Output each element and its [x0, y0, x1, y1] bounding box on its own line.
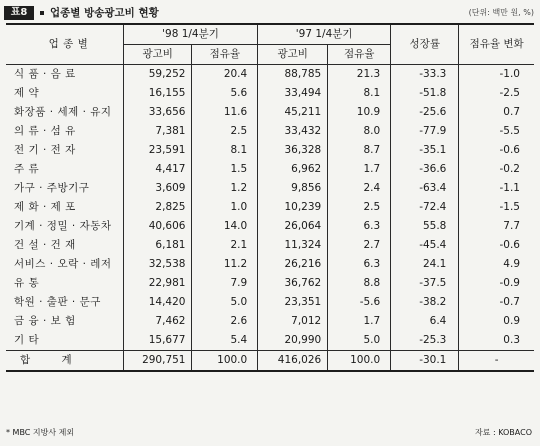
- share-change-cell: 0.7: [459, 103, 534, 122]
- ad-97-cell: 9,856: [258, 179, 328, 198]
- share-change-cell: -0.6: [459, 236, 534, 255]
- share-98-cell: 5.4: [192, 331, 258, 351]
- industry-cell: 제 약: [14, 87, 40, 99]
- ad-98-cell: 14,420: [123, 293, 192, 312]
- share-98-cell: 14.0: [192, 217, 258, 236]
- ad-97-cell: 26,216: [258, 255, 328, 274]
- share-97-cell: 21.3: [328, 65, 391, 85]
- growth-cell: 24.1: [391, 255, 459, 274]
- table-row: [6, 236, 534, 255]
- sub-ad-98: 광고비: [123, 45, 192, 65]
- total-share-change-cell: -: [459, 351, 534, 372]
- table-row: [6, 331, 534, 351]
- industry-cell: 제 화 · 제 포: [14, 201, 76, 213]
- table-row: [6, 141, 534, 160]
- ad-98-cell: 2,825: [123, 198, 192, 217]
- ad-98-cell: 16,155: [123, 84, 192, 103]
- industry-cell: 서비스 · 오락 · 레저: [14, 258, 112, 270]
- share-98-cell: 1.0: [192, 198, 258, 217]
- industry-cell: 건 설 · 건 재: [14, 239, 76, 251]
- sub-share-97: 점유율: [328, 45, 391, 65]
- table-body: [6, 65, 534, 372]
- share-change-cell: -0.2: [459, 160, 534, 179]
- ad-97-cell: 88,785: [258, 65, 328, 85]
- table-row: [6, 179, 534, 198]
- industry-cell: 의 류 · 섬 유: [14, 125, 76, 137]
- ad-97-cell: 20,990: [258, 331, 328, 351]
- growth-cell: 6.4: [391, 312, 459, 331]
- table-row: [6, 160, 534, 179]
- table-row: [6, 255, 534, 274]
- ad-98-cell: 59,252: [123, 65, 192, 85]
- share-98-cell: 2.5: [192, 122, 258, 141]
- ad-98-cell: 7,381: [123, 122, 192, 141]
- ad-97-cell: 33,432: [258, 122, 328, 141]
- share-change-cell: -0.7: [459, 293, 534, 312]
- table-row: [6, 293, 534, 312]
- share-change-cell: -1.1: [459, 179, 534, 198]
- growth-cell: -25.3: [391, 331, 459, 351]
- table-row: [6, 217, 534, 236]
- sub-share-98: 점유율: [192, 45, 258, 65]
- ad-97-cell: 23,351: [258, 293, 328, 312]
- ad-98-cell: 7,462: [123, 312, 192, 331]
- growth-cell: -33.3: [391, 65, 459, 85]
- share-97-cell: 2.4: [328, 179, 391, 198]
- footnote: * MBC 지방사 제외: [6, 428, 75, 437]
- share-97-cell: 5.0: [328, 331, 391, 351]
- industry-cell: 전 기 · 전 자: [14, 144, 76, 156]
- table-row: [6, 274, 534, 293]
- unit-note: (단위: 백만 원, %): [468, 8, 534, 17]
- ad-97-cell: 36,762: [258, 274, 328, 293]
- share-98-cell: 20.4: [192, 65, 258, 85]
- total-growth-cell: -30.1: [391, 351, 459, 372]
- share-97-cell: 1.7: [328, 160, 391, 179]
- total-industry-cell: 합 계: [6, 351, 123, 372]
- industry-cell: 학원 · 출판 · 문구: [14, 296, 101, 308]
- industry-cell: 기 타: [14, 334, 40, 346]
- ad-97-cell: 6,962: [258, 160, 328, 179]
- ad-98-cell: 4,417: [123, 160, 192, 179]
- table-row: [6, 312, 534, 331]
- table-row: [6, 122, 534, 141]
- ad-97-cell: 10,239: [258, 198, 328, 217]
- industry-cell: 화장품 · 세제 · 유지: [14, 106, 112, 118]
- col-group-97: '97 1/4분기: [258, 24, 391, 45]
- ad-97-cell: 45,211: [258, 103, 328, 122]
- share-98-cell: 1.2: [192, 179, 258, 198]
- ad-98-cell: 15,677: [123, 331, 192, 351]
- share-change-cell: 4.9: [459, 255, 534, 274]
- growth-cell: -37.5: [391, 274, 459, 293]
- industry-cell: 기계 · 정밀 · 자동차: [14, 220, 112, 232]
- ad-98-cell: 23,591: [123, 141, 192, 160]
- table-caption-bar: [4, 6, 536, 20]
- share-98-cell: 1.5: [192, 160, 258, 179]
- total-ad-97-cell: 416,026: [258, 351, 328, 372]
- growth-cell: -35.1: [391, 141, 459, 160]
- share-98-cell: 2.1: [192, 236, 258, 255]
- share-change-cell: -5.5: [459, 122, 534, 141]
- total-ad-98-cell: 290,751: [123, 351, 192, 372]
- industry-cell: 주 류: [14, 163, 40, 175]
- ad-97-cell: 33,494: [258, 84, 328, 103]
- share-98-cell: 7.9: [192, 274, 258, 293]
- col-industry-header: 업 종 별: [6, 24, 123, 65]
- ad-98-cell: 33,656: [123, 103, 192, 122]
- share-97-cell: 8.7: [328, 141, 391, 160]
- ad-spend-table: [6, 23, 534, 372]
- industry-cell: 가구 · 주방기구: [14, 182, 90, 194]
- share-98-cell: 11.2: [192, 255, 258, 274]
- growth-cell: 55.8: [391, 217, 459, 236]
- share-97-cell: 8.1: [328, 84, 391, 103]
- industry-cell: 금 융 · 보 험: [14, 315, 76, 327]
- ad-97-cell: 11,324: [258, 236, 328, 255]
- source-note: 자료 : KOBACO: [474, 428, 532, 437]
- total-share-98-cell: 100.0: [192, 351, 258, 372]
- table-row: [6, 65, 534, 85]
- ad-97-cell: 7,012: [258, 312, 328, 331]
- industry-cell: 유 통: [14, 277, 40, 289]
- share-change-cell: 0.9: [459, 312, 534, 331]
- share-98-cell: 11.6: [192, 103, 258, 122]
- col-group-98: '98 1/4분기: [123, 24, 257, 45]
- share-98-cell: 2.6: [192, 312, 258, 331]
- share-97-cell: 6.3: [328, 217, 391, 236]
- share-97-cell: 2.7: [328, 236, 391, 255]
- share-97-cell: -5.6: [328, 293, 391, 312]
- ad-98-cell: 3,609: [123, 179, 192, 198]
- col-share-change-header: 점유율 변화: [459, 24, 534, 65]
- table-row: [6, 103, 534, 122]
- share-97-cell: 6.3: [328, 255, 391, 274]
- total-share-97-cell: 100.0: [328, 351, 391, 372]
- growth-cell: -45.4: [391, 236, 459, 255]
- industry-cell: 식 품 · 음 료: [6, 65, 123, 85]
- growth-cell: -77.9: [391, 122, 459, 141]
- share-change-cell: -2.5: [459, 84, 534, 103]
- share-change-cell: -0.9: [459, 274, 534, 293]
- ad-98-cell: 32,538: [123, 255, 192, 274]
- growth-cell: -36.6: [391, 160, 459, 179]
- share-change-cell: 7.7: [459, 217, 534, 236]
- growth-cell: -25.6: [391, 103, 459, 122]
- table-title: 업종별 방송광고비 현황: [50, 7, 159, 19]
- share-97-cell: 10.9: [328, 103, 391, 122]
- sub-ad-97: 광고비: [258, 45, 328, 65]
- header-row-groups: [6, 24, 534, 45]
- share-change-cell: -1.5: [459, 198, 534, 217]
- table-row: [6, 84, 534, 103]
- growth-cell: -38.2: [391, 293, 459, 312]
- bullet-icon: [40, 11, 44, 15]
- share-change-cell: -0.6: [459, 141, 534, 160]
- growth-cell: -51.8: [391, 84, 459, 103]
- share-97-cell: 2.5: [328, 198, 391, 217]
- share-98-cell: 5.6: [192, 84, 258, 103]
- table-number-tag: 표8: [4, 6, 34, 20]
- ad-97-cell: 26,064: [258, 217, 328, 236]
- ad-98-cell: 22,981: [123, 274, 192, 293]
- growth-cell: -72.4: [391, 198, 459, 217]
- ad-97-cell: 36,328: [258, 141, 328, 160]
- share-98-cell: 8.1: [192, 141, 258, 160]
- share-change-cell: 0.3: [459, 331, 534, 351]
- share-97-cell: 8.0: [328, 122, 391, 141]
- share-97-cell: 1.7: [328, 312, 391, 331]
- total-row: [6, 351, 534, 372]
- growth-cell: -63.4: [391, 179, 459, 198]
- share-98-cell: 5.0: [192, 293, 258, 312]
- ad-98-cell: 6,181: [123, 236, 192, 255]
- table-row: [6, 198, 534, 217]
- share-97-cell: 8.8: [328, 274, 391, 293]
- col-growth-header: 성장률: [391, 24, 459, 65]
- ad-98-cell: 40,606: [123, 217, 192, 236]
- share-change-cell: -1.0: [459, 65, 534, 85]
